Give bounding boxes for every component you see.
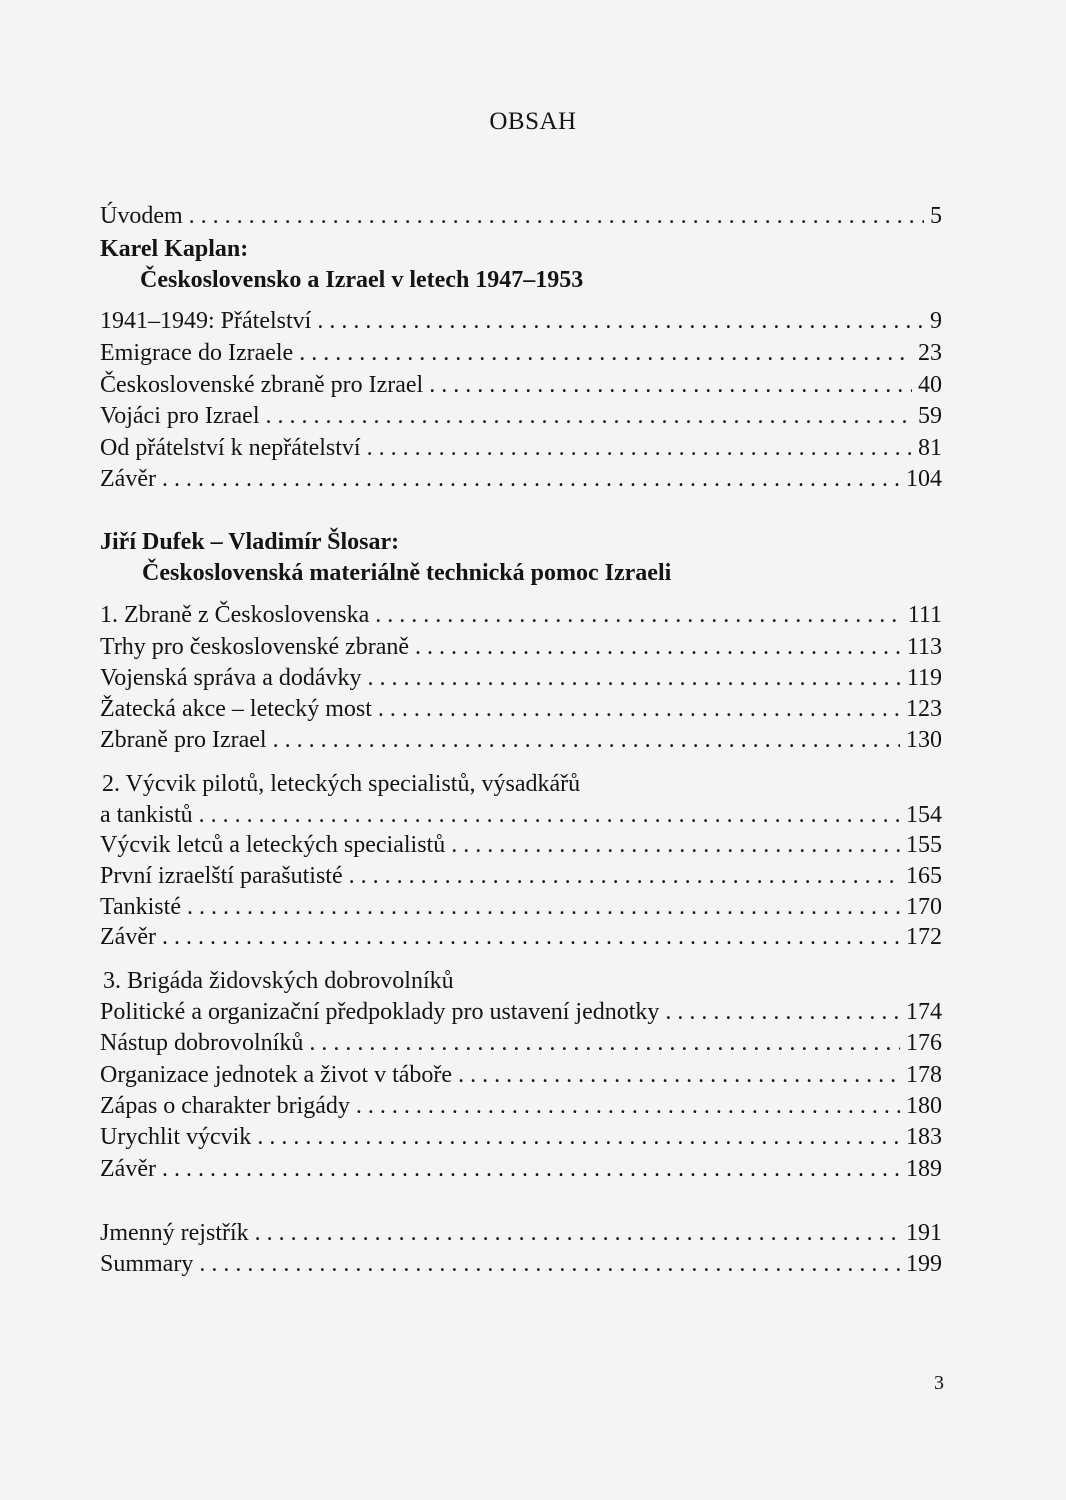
toc-entry-label: Organizace jednotek a život v táboře bbox=[100, 1062, 453, 1088]
dot-leader bbox=[162, 921, 900, 953]
dot-leader bbox=[375, 599, 902, 631]
toc-entry[interactable] bbox=[100, 662, 942, 694]
dot-leader bbox=[356, 1090, 900, 1122]
toc-entry-label: Tankisté bbox=[100, 894, 181, 920]
dot-leader bbox=[199, 1248, 900, 1280]
dot-leader bbox=[317, 305, 924, 337]
toc-entry-label: Vojenská správa a dodávky bbox=[100, 665, 362, 691]
dot-leader bbox=[415, 631, 901, 663]
section-heading: 3. Brigáda židovských dobrovolníků bbox=[103, 968, 454, 994]
toc-entry-page: 176 bbox=[906, 1030, 942, 1056]
toc-entry[interactable] bbox=[100, 599, 942, 631]
section-heading: 2. Výcvik pilotů, leteckých specialistů, výsadkářů bbox=[102, 771, 581, 797]
toc-entry[interactable] bbox=[100, 369, 942, 401]
part1-author: Karel Kaplan: bbox=[100, 236, 249, 262]
dot-leader bbox=[368, 662, 901, 694]
toc-entry-label: a tankistů bbox=[100, 802, 193, 828]
dot-leader bbox=[187, 891, 900, 923]
toc-entry-page: 104 bbox=[906, 466, 942, 492]
dot-leader bbox=[378, 693, 900, 725]
toc-entry-page: 172 bbox=[906, 924, 942, 950]
toc-entry[interactable] bbox=[100, 996, 942, 1028]
toc-entry-page: 111 bbox=[907, 602, 942, 628]
toc-entry-page: 155 bbox=[906, 832, 942, 858]
toc-entry-label: Závěr bbox=[100, 924, 156, 950]
dot-leader bbox=[367, 432, 912, 464]
toc-entry-label: Trhy pro československé zbraně bbox=[100, 634, 410, 660]
toc-entry-label: Závěr bbox=[100, 1156, 156, 1182]
part2-authors: Jiří Dufek – Vladimír Šlosar: bbox=[100, 529, 400, 555]
toc-entry-label: Od přátelství k nepřátelství bbox=[100, 435, 361, 461]
toc-entry[interactable] bbox=[100, 860, 942, 892]
dot-leader bbox=[458, 1059, 900, 1091]
dot-leader bbox=[429, 369, 912, 401]
toc-entry-page: 174 bbox=[906, 999, 942, 1025]
toc-entry-page: 23 bbox=[918, 340, 942, 366]
toc-entry-page: 123 bbox=[906, 696, 942, 722]
toc-entry-page: 119 bbox=[906, 665, 942, 691]
dot-leader bbox=[451, 829, 900, 861]
toc-entry[interactable] bbox=[100, 1059, 942, 1091]
toc-entry-label: Politické a organizační předpoklady pro ustavení jednotky bbox=[100, 999, 660, 1025]
toc-entry[interactable] bbox=[100, 463, 942, 495]
toc-entry-intro[interactable] bbox=[100, 200, 942, 232]
toc-entry-label: Zbraně pro Izrael bbox=[100, 727, 267, 753]
toc-entry[interactable] bbox=[100, 400, 942, 432]
dot-leader bbox=[349, 860, 900, 892]
toc-entry-page: 5 bbox=[930, 203, 942, 229]
dot-leader bbox=[273, 724, 900, 756]
dot-leader bbox=[265, 400, 912, 432]
toc-entry-page: 40 bbox=[918, 372, 942, 398]
toc-entry-page: 191 bbox=[906, 1220, 942, 1246]
toc-entry-page: 113 bbox=[906, 634, 942, 660]
toc-entry-label: Emigrace do Izraele bbox=[100, 340, 294, 366]
toc-entry-label: První izraelští parašutisté bbox=[100, 863, 343, 889]
toc-entry-label: Summary bbox=[100, 1251, 194, 1277]
toc-title: OBSAH bbox=[489, 108, 577, 135]
toc-entry-label: Výcvik letců a leteckých specialistů bbox=[100, 832, 446, 858]
dot-leader bbox=[189, 200, 924, 232]
toc-entry[interactable] bbox=[100, 1153, 942, 1185]
toc-entry[interactable] bbox=[100, 432, 942, 464]
toc-entry[interactable] bbox=[100, 1090, 942, 1122]
toc-entry-page: 170 bbox=[906, 894, 942, 920]
toc-entry-label: 1. Zbraně z Československa bbox=[100, 602, 370, 628]
toc-entry-page: 59 bbox=[918, 403, 942, 429]
page-number: 3 bbox=[934, 1372, 944, 1394]
toc-entry[interactable] bbox=[100, 724, 942, 756]
toc-entry[interactable] bbox=[100, 337, 942, 369]
toc-entry-label: Úvodem bbox=[100, 203, 183, 229]
toc-entry-summary[interactable] bbox=[100, 1248, 942, 1280]
toc-entry-label: Zápas o charakter brigády bbox=[100, 1093, 350, 1119]
toc-entry-page: 199 bbox=[906, 1251, 942, 1277]
toc-entry-label: Československé zbraně pro Izrael bbox=[100, 372, 424, 398]
toc-entry-label: Urychlit výcvik bbox=[100, 1124, 252, 1150]
toc-entry[interactable] bbox=[100, 1121, 942, 1153]
toc-entry-label: Vojáci pro Izrael bbox=[100, 403, 260, 429]
part2-title: Československá materiálně technická pomoc Izraeli bbox=[142, 560, 672, 586]
toc-entry-page: 165 bbox=[906, 863, 942, 889]
toc-entry-page: 154 bbox=[906, 802, 942, 828]
dot-leader bbox=[309, 1027, 900, 1059]
toc-entry[interactable] bbox=[100, 631, 942, 663]
toc-entry[interactable] bbox=[100, 921, 942, 953]
toc-entry-index[interactable] bbox=[100, 1217, 942, 1249]
part1-title: Československo a Izrael v letech 1947–1953 bbox=[140, 267, 584, 293]
dot-leader bbox=[299, 337, 912, 369]
toc-entry-label: Nástup dobrovolníků bbox=[100, 1030, 304, 1056]
toc-entry[interactable] bbox=[100, 305, 942, 337]
dot-leader bbox=[255, 1217, 900, 1249]
toc-entry[interactable] bbox=[100, 799, 942, 831]
toc-entry-label: 1941–1949: Přátelství bbox=[100, 308, 312, 334]
toc-entry[interactable] bbox=[100, 693, 942, 725]
toc-entry[interactable] bbox=[100, 891, 942, 923]
dot-leader bbox=[665, 996, 900, 1028]
toc-entry[interactable] bbox=[100, 829, 942, 861]
toc-entry-page: 81 bbox=[918, 435, 942, 461]
toc-entry-page: 178 bbox=[906, 1062, 942, 1088]
toc-entry-page: 183 bbox=[906, 1124, 942, 1150]
dot-leader bbox=[162, 1153, 900, 1185]
toc-entry-label: Žatecká akce – letecký most bbox=[100, 696, 372, 722]
toc-entry-page: 180 bbox=[906, 1093, 942, 1119]
dot-leader bbox=[199, 799, 900, 831]
toc-entry-page: 130 bbox=[906, 727, 942, 753]
toc-entry-page: 9 bbox=[930, 308, 942, 334]
dot-leader bbox=[162, 463, 900, 495]
toc-entry-label: Jmenný rejstřík bbox=[100, 1220, 249, 1246]
toc-entry-page: 189 bbox=[906, 1156, 942, 1182]
toc-entry-label: Závěr bbox=[100, 466, 156, 492]
toc-entry[interactable] bbox=[100, 1027, 942, 1059]
dot-leader bbox=[257, 1121, 900, 1153]
